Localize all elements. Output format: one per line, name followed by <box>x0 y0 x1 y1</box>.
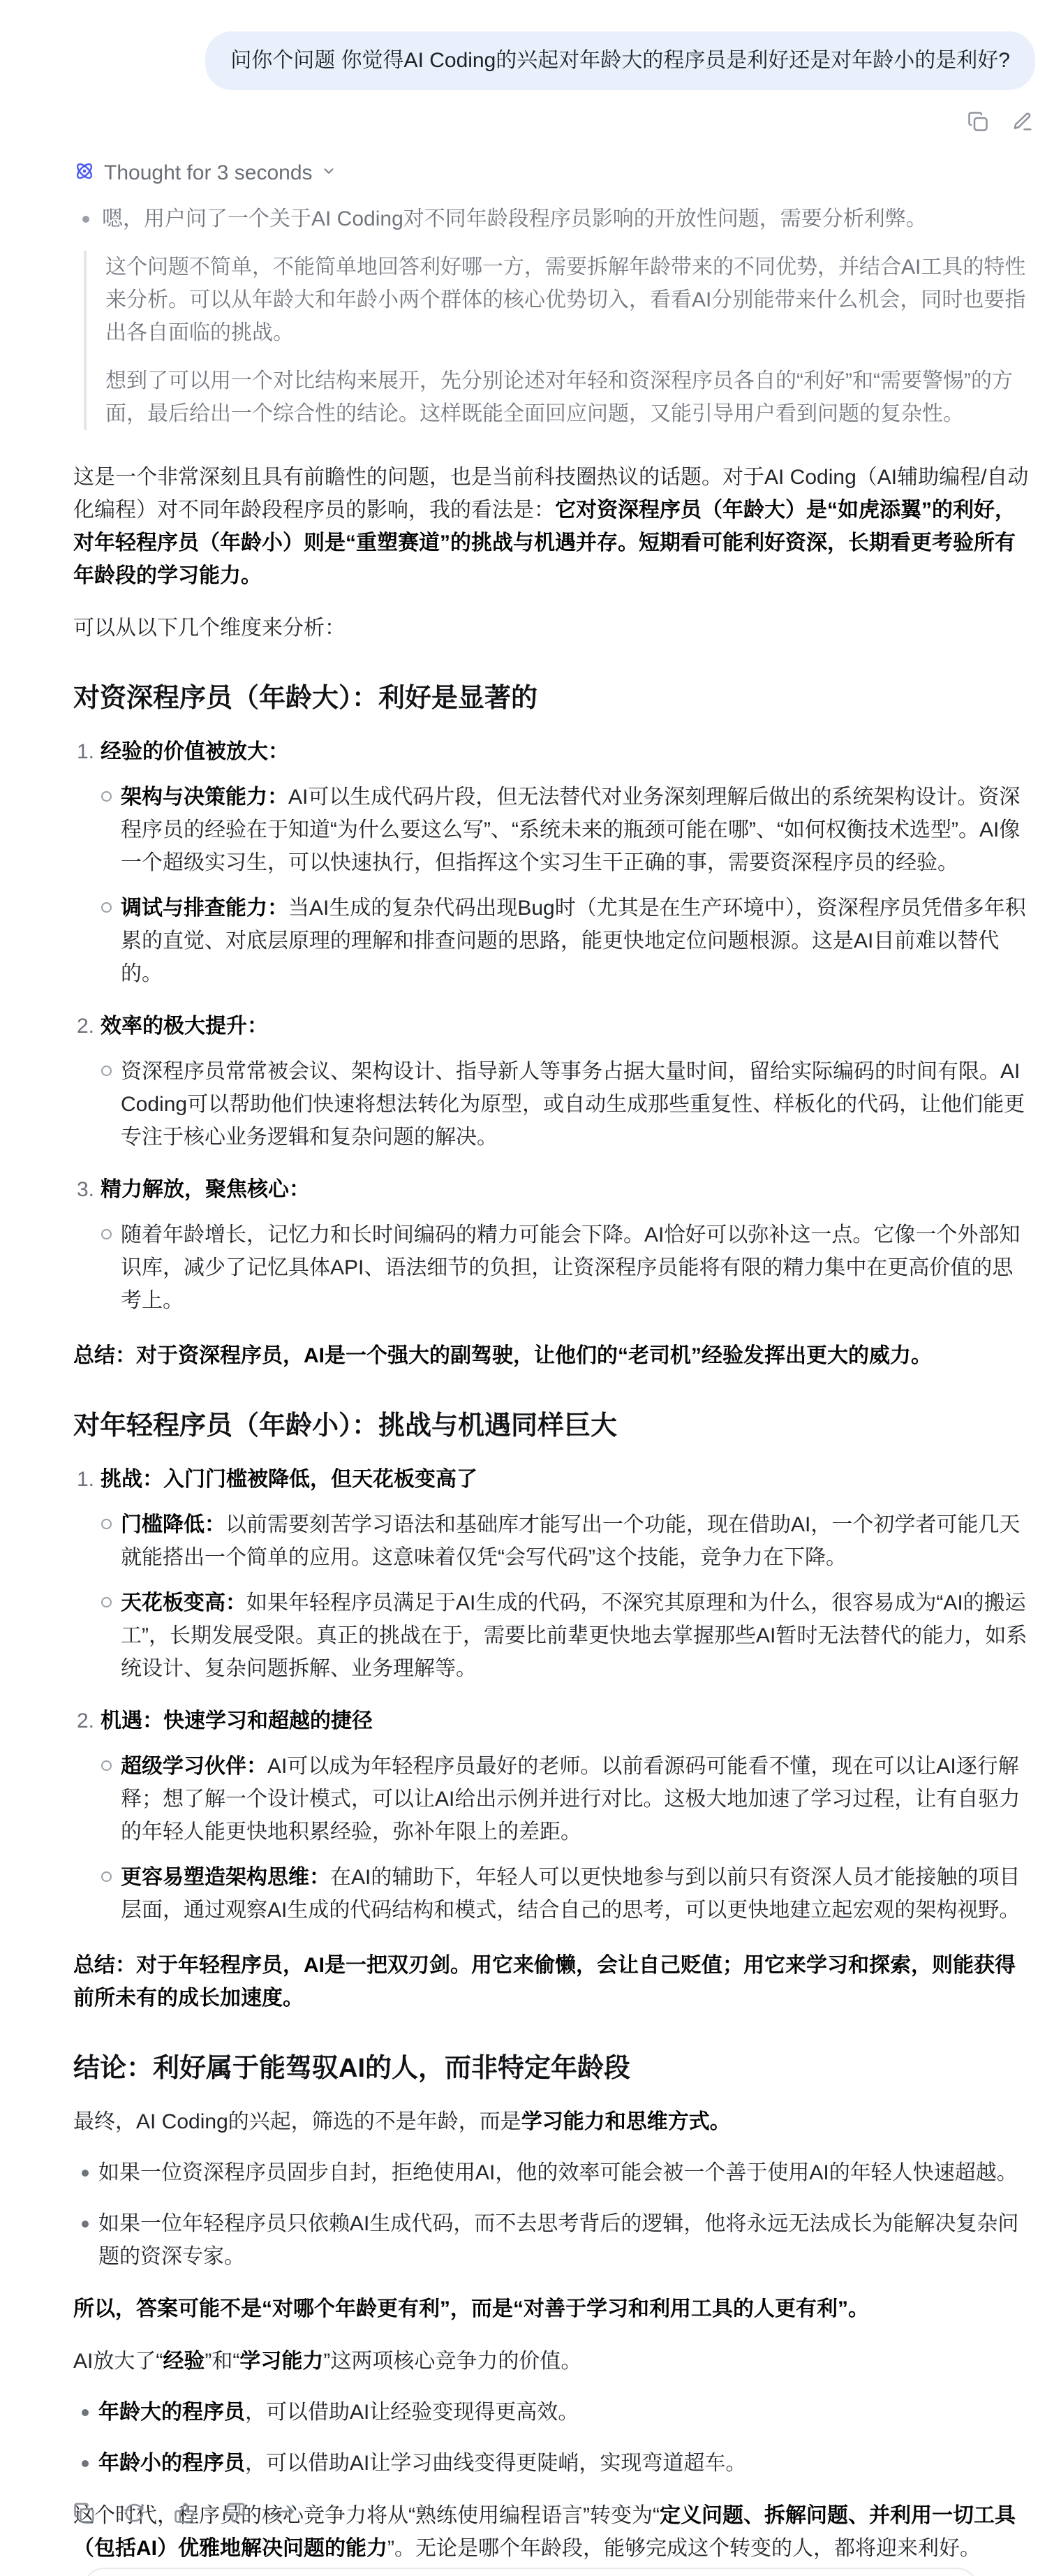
amplify-normal: AI放大了“ <box>73 2350 163 2373</box>
bullet-item <box>73 2447 1031 2480</box>
thinking-bullet-item <box>73 203 1031 235</box>
bullet-item <box>73 2396 1031 2429</box>
sub-list-item <box>101 781 1031 879</box>
lead-paragraph: 可以从以下几个维度来分析： <box>73 617 346 640</box>
sub-item-text <box>121 1750 1031 1848</box>
list-item-title: 机遇：快速学习和超越的捷径 <box>101 1709 373 1732</box>
bullet-item <box>73 2207 1031 2273</box>
sub-list-item <box>101 892 1031 990</box>
final-normal: 这个时代，程序员的核心竞争力将从“熟练使用编程语言”转变为“ <box>73 2504 660 2527</box>
sub-item-label: 门槛降低： <box>121 1513 225 1536</box>
intro-normal-text: 这是一个非常深刻且具有前瞻性的问题，也是当前科技圈热议的话题。对于AI Coding（AI辅助编程/自动化编程）对不同年龄段程序员的影响，我的看法是： <box>73 466 1029 522</box>
thumbs-up-icon <box>174 2502 195 2524</box>
sub-item-text <box>121 1861 1031 1927</box>
sub-item-body: 如果年轻程序员满足于AI生成的代码，不深究其原理和为什么，很容易成为“AI的搬运工”，长期发展受限。真正的挑战在于，需要比前辈更快地去掌握那些AI暂时无法替代的能力，如系统设计、复杂问题拆解、业务理解等。 <box>121 1591 1027 1680</box>
chat-input[interactable] <box>82 2568 979 2576</box>
thinking-atom-icon <box>73 160 96 186</box>
sub-list-item <box>101 1861 1031 1927</box>
thinking-label: Thought for 3 seconds <box>104 161 313 184</box>
thinking-quote-paragraph: 这个问题不简单，不能简单地回答利好哪一方，需要拆解年龄带来的不同优势，并结合AI工具的特性来分析。可以从年龄大和年龄小两个群体的核心优势切入，看看AI分别能带来什么机会，同时也要指出各自面临的挑战。 <box>105 256 1026 344</box>
sub-list-item <box>101 1219 1031 1317</box>
summary-text: 总结：对于年轻程序员，AI是一把双刃剑。用它来偷懒，会让自己贬值；用它来学习和探索，则能获得前所未有的成长加速度。 <box>73 1954 1016 2010</box>
sub-item-text: 随着年龄增长，记忆力和长时间编码的精力可能会下降。AI恰好可以弥补这一点。它像一个外部知识库，减少了记忆具体API、语法细节的负担，让资深程序员能将有限的精力集中在更高价值的思考上。 <box>121 1223 1021 1312</box>
sub-list-item <box>101 1508 1031 1574</box>
so-paragraph <box>73 2292 1031 2325</box>
conclusion-intro <box>73 2105 1031 2138</box>
sub-item-body: 以前需要刻苦学习语法和基础库才能写出一个功能，现在借助AI，一个初学者可能几天就能搭出一个简单的应用。这意味着仅凭“会写代码”这个技能，竞争力在下降。 <box>121 1513 1021 1569</box>
section-summary <box>73 1949 1031 2015</box>
circle-marker <box>101 1229 112 1239</box>
thinking-quote-paragraph: 想到了可以用一个对比结构来展开，先分别论述对年轻和资深程序员各自的“利好”和“需要警惕”的方面，最后给出一个综合性的结论。这样既能全面回应问题，又能引导用户看到问题的复杂性。 <box>105 369 1013 425</box>
share-icon <box>274 2502 296 2524</box>
thumbs-down-button[interactable] <box>224 2502 246 2524</box>
bullet-marker <box>82 216 89 223</box>
bullet-marker <box>82 2460 89 2467</box>
amplify-normal: ”和“ <box>205 2350 240 2373</box>
bullet-text <box>98 2447 746 2480</box>
list-number: 3. <box>77 1178 95 1201</box>
sub-item-body: 在AI的辅助下，年轻人可以更快地参与到以前只有资深人员才能接触的项目层面，通过观察AI生成的代码结构和模式，结合自己的思考，可以更快地建立起宏观的架构视野。 <box>121 1866 1021 1922</box>
sub-list-item <box>101 1750 1031 1848</box>
edit-button[interactable] <box>1012 111 1033 132</box>
sub-item-body: 当AI生成的复杂代码出现Bug时（尤其是在生产环境中），资深程序员凭借多年积累的直觉、对底层原理的理解和排查问题的思路，能更快地定位问题根源。这是AI目前难以替代的。 <box>121 897 1026 985</box>
user-message-bubble <box>205 31 1035 90</box>
list-number: 1. <box>77 740 95 763</box>
list-number: 2. <box>77 1015 95 1038</box>
list-item <box>73 1463 1031 1496</box>
bullet-normal: ，可以借助AI让经验变现得更高效。 <box>245 2401 579 2424</box>
refresh-icon <box>124 2502 145 2524</box>
sub-item-text: 资深程序员常常被会议、架构设计、指导新人等事务占据大量时间，留给实际编码的时间有限。AI Coding可以帮助他们快速将想法转化为原型，或自动生成那些重复性、样板化的代码，让他们能更专注于核心业务逻辑和复杂问题的解决。 <box>121 1060 1025 1149</box>
circle-marker <box>101 1519 112 1529</box>
final-normal: ”。无论是哪个年龄段，能够完成这个转变的人，都将迎来利好。 <box>387 2537 981 2560</box>
assistant-message-actions <box>73 2502 296 2524</box>
intro-bold-text: 它对资深程序员（年龄大）是“如虎添翼”的利好，对年轻程序员（年龄小）则是“重塑赛道”的挑战与机遇并存。短期看可能利好资深，长期看更考验所有年龄段的学习能力。 <box>73 499 1016 587</box>
list-item <box>73 735 1031 768</box>
sub-list-item <box>101 1055 1031 1154</box>
bullet-marker <box>82 2221 89 2228</box>
conclusion-intro-bold: 学习能力和思维方式。 <box>521 2110 731 2133</box>
list-item-title: 效率的极大提升： <box>101 1015 268 1038</box>
sub-item-label: 天花板变高： <box>121 1591 246 1614</box>
bullet-marker <box>82 2170 89 2177</box>
amplify-bold: 经验 <box>163 2350 205 2373</box>
intro-paragraph <box>73 461 1031 592</box>
bullet-text <box>98 2396 579 2429</box>
bullet-marker <box>82 2409 89 2416</box>
circle-marker <box>101 791 112 802</box>
sub-item-label: 超级学习伙伴： <box>121 1755 267 1778</box>
list-item <box>73 1010 1031 1043</box>
so-bold-text: 所以，答案可能不是“对哪个年龄更有利”，而是“对善于学习和利用工具的人更有利”。 <box>73 2297 869 2320</box>
list-number: 2. <box>77 1709 95 1732</box>
list-item-title: 挑战：入门门槛被降低，但天花板变高了 <box>101 1468 477 1491</box>
sub-item-label: 架构与决策能力： <box>121 786 288 809</box>
sub-list-item <box>101 1587 1031 1685</box>
sub-item-label: 更容易塑造架构思维： <box>121 1866 330 1889</box>
circle-marker <box>101 902 112 913</box>
regenerate-button[interactable] <box>124 2502 145 2524</box>
copy-button[interactable] <box>967 111 988 132</box>
user-message-row <box>0 0 1061 90</box>
copy-icon <box>967 111 988 132</box>
thinking-bullet-text: 嗯，用户问了一个关于AI Coding对不同年龄段程序员影响的开放性问题，需要分析利弊。 <box>102 207 927 230</box>
circle-marker <box>101 1871 112 1882</box>
thumbs-down-icon <box>224 2502 246 2524</box>
final-bold: 定义问题、拆解问题、并利用一切工具（包括AI）优雅地解决问题的能力 <box>73 2504 1016 2560</box>
circle-marker <box>101 1760 112 1771</box>
circle-marker <box>101 1066 112 1076</box>
section-heading-young: 对年轻程序员（年龄小）：挑战与机遇同样巨大 <box>73 1411 618 1441</box>
summary-text: 总结：对于资深程序员，AI是一个强大的副驾驶，让他们的“老司机”经验发挥出更大的威力。 <box>73 1344 932 1367</box>
bullet-text: 如果一位年轻程序员只依赖AI生成代码，而不去思考背后的逻辑，他将永远无法成长为能解决复杂问题的资深专家。 <box>98 2212 1019 2268</box>
thinking-content <box>73 203 1031 430</box>
amplify-bold: 学习能力 <box>239 2350 324 2373</box>
amplify-paragraph <box>73 2345 1031 2378</box>
sub-item-text <box>121 1587 1031 1685</box>
copy-icon <box>73 2502 95 2524</box>
sub-item-text <box>121 1508 1031 1574</box>
thumbs-up-button[interactable] <box>174 2502 195 2524</box>
sub-item-body: AI可以生成代码片段，但无法替代对业务深刻理解后做出的系统架构设计。资深程序员的经验在于知道“为什么要这么写”、“系统未来的瓶颈可能在哪”、“如何权衡技术选型”。AI像一个超级实习生，可以快速执行，但指挥这个实习生干正确的事，需要资深程序员的经验。 <box>121 786 1021 874</box>
bullet-text: 如果一位资深程序员固步自封，拒绝使用AI，他的效率可能会被一个善于使用AI的年轻人快速超越。 <box>98 2161 1018 2184</box>
section-heading-conclusion: 结论：利好属于能驾驭AI的人，而非特定年龄段 <box>73 2054 631 2083</box>
conclusion-intro-normal: 最终，AI Coding的兴起，筛选的不是年龄，而是 <box>73 2110 521 2133</box>
thinking-quote <box>84 251 1031 430</box>
section-heading-senior: 对资深程序员（年龄大）：利好是显著的 <box>73 684 538 713</box>
sub-item-body: AI可以成为年轻程序员最好的老师。以前看源码可能看不懂，现在可以让AI逐行解释；想了解一个设计模式，可以让AI给出示例并进行对比。这极大地加速了学习过程，让有自驱力的年轻人能更快地积累经验，弥补年限上的差距。 <box>121 1755 1021 1843</box>
user-message-actions <box>0 90 1061 132</box>
bullet-normal: ，可以借助AI让学习曲线变得更陡峭，实现弯道超车。 <box>245 2452 747 2475</box>
list-item-title: 精力解放，聚焦核心： <box>101 1178 310 1201</box>
section-summary <box>73 1339 1031 1372</box>
share-button[interactable] <box>274 2502 296 2524</box>
amplify-normal: ”这两项核心竞争力的价值。 <box>323 2350 582 2373</box>
chevron-down-icon <box>321 163 336 182</box>
assistant-message <box>73 461 1031 2565</box>
list-item <box>73 1705 1031 1737</box>
bullet-item <box>73 2156 1031 2189</box>
list-item <box>73 1173 1031 1206</box>
list-number: 1. <box>77 1468 95 1491</box>
list-item-title: 经验的价值被放大： <box>101 740 289 763</box>
bullet-bold: 年龄小的程序员 <box>98 2452 245 2475</box>
sub-item-text <box>121 781 1031 879</box>
user-message-text: 问你个问题 你觉得AI Coding的兴起对年龄大的程序员是利好还是对年龄小的是利好? <box>230 49 1010 72</box>
edit-pencil-icon <box>1012 111 1033 132</box>
sub-item-text <box>121 892 1031 990</box>
bullet-bold: 年龄大的程序员 <box>98 2401 245 2424</box>
circle-marker <box>101 1597 112 1607</box>
sub-item-label: 调试与排查能力： <box>121 897 288 920</box>
copy-button[interactable] <box>73 2502 95 2524</box>
thinking-toggle[interactable] <box>73 160 1031 186</box>
